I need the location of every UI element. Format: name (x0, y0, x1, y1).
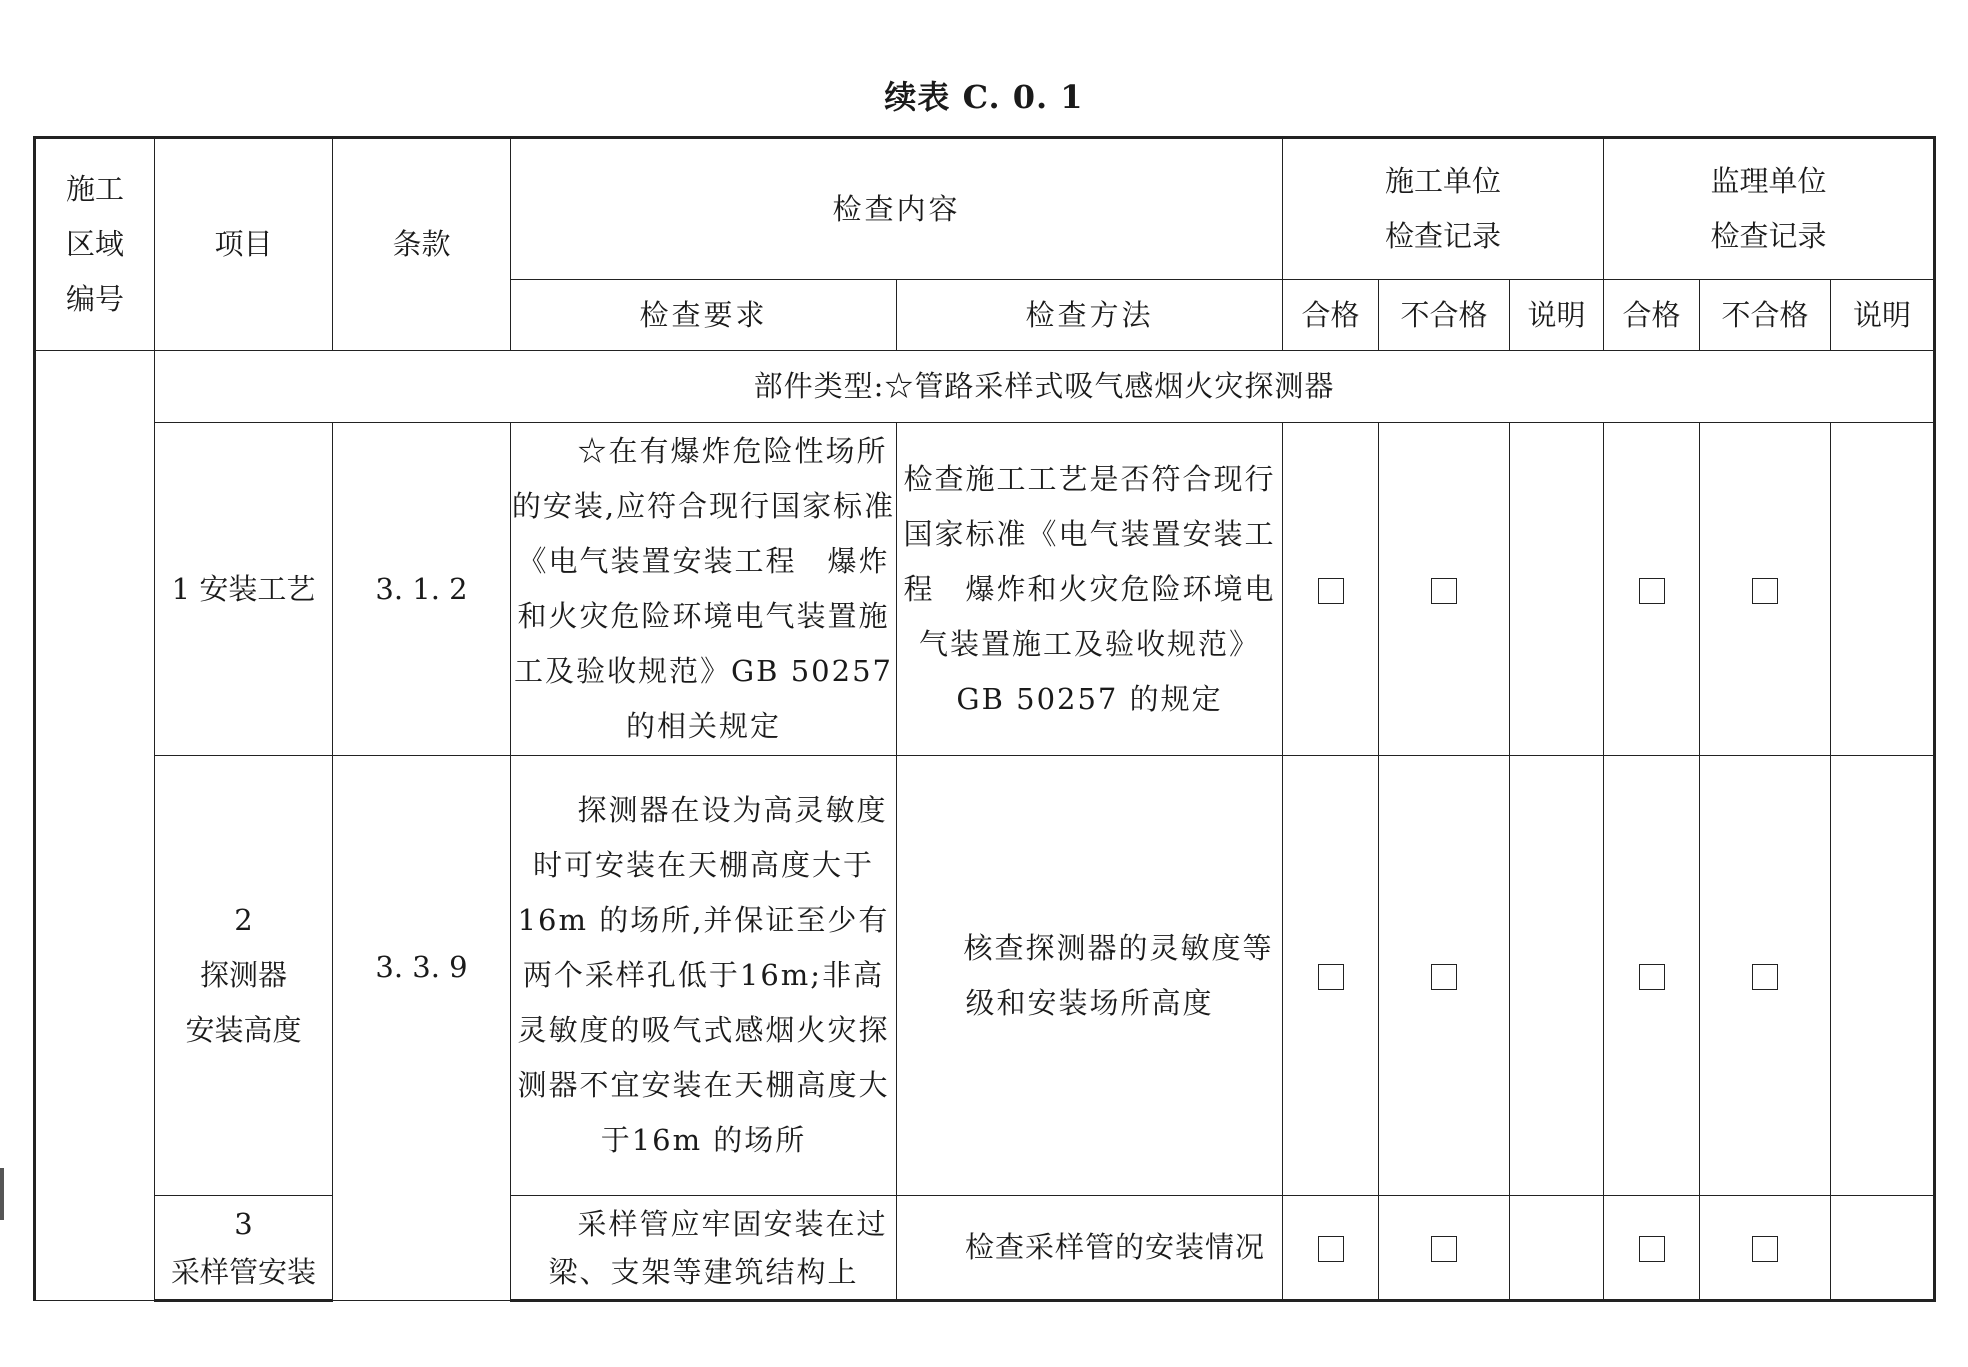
empty-checkbox-icon[interactable] (1639, 1236, 1665, 1262)
row-3-method: 检查采样管的安装情况 (897, 1196, 1283, 1301)
table-caption: 续表 C. 0. 1 (884, 78, 1084, 116)
row-3-supervisor-note[interactable] (1831, 1196, 1935, 1301)
row-1-requirement: ☆在有爆炸危险性场所的安装,应符合现行国家标准《电气装置安装工程 爆炸和火灾危险环境电气装置施工及验收规范》GB 50257 的相关规定 (511, 423, 897, 756)
row-3-requirement: 采样管应牢固安装在过梁、支架等建筑结构上 (511, 1196, 897, 1301)
row-1-constructor-pass[interactable] (1283, 423, 1379, 756)
header-constructor-note: 说明 (1510, 280, 1604, 351)
row-3-supervisor-pass[interactable] (1604, 1196, 1700, 1301)
row-2-constructor-note[interactable] (1510, 756, 1604, 1196)
header-supervisor-note: 说明 (1831, 280, 1935, 351)
empty-checkbox-icon[interactable] (1431, 1236, 1457, 1262)
header-constructor-record: 施工单位 检查记录 (1283, 138, 1604, 280)
row-2-constructor-fail[interactable] (1379, 756, 1510, 1196)
area-code-cell (35, 351, 155, 1301)
row-3-supervisor-fail[interactable] (1700, 1196, 1831, 1301)
empty-checkbox-icon[interactable] (1752, 964, 1778, 990)
row-1-method: 检查施工工艺是否符合现行国家标准《电气装置安装工程 爆炸和火灾危险环境电气装置施工及验收规范》GB 50257 的规定 (897, 423, 1283, 756)
empty-checkbox-icon[interactable] (1431, 964, 1457, 990)
header-supervisor-pass: 合格 (1604, 280, 1700, 351)
row-1-supervisor-fail[interactable] (1700, 423, 1831, 756)
empty-checkbox-icon[interactable] (1318, 578, 1344, 604)
empty-checkbox-icon[interactable] (1318, 964, 1344, 990)
row-2-constructor-pass[interactable] (1283, 756, 1379, 1196)
inspection-table (33, 136, 1936, 1302)
empty-checkbox-icon[interactable] (1752, 578, 1778, 604)
row-2-requirement: 探测器在设为高灵敏度时可安装在天棚高度大于 16m 的场所,并保证至少有两个采样孔低于16m;非高灵敏度的吸气式感烟火灾探测器不宜安装在天棚高度大于16m 的场所 (511, 756, 897, 1196)
row-2-supervisor-fail[interactable] (1700, 756, 1831, 1196)
header-method: 检查方法 (897, 280, 1283, 351)
row-2-item: 2 探测器 安装高度 (155, 756, 333, 1196)
page-edge-mark (0, 1168, 4, 1220)
header-constructor-fail: 不合格 (1379, 280, 1510, 351)
empty-checkbox-icon[interactable] (1318, 1236, 1344, 1262)
empty-checkbox-icon[interactable] (1431, 578, 1457, 604)
header-constructor-pass: 合格 (1283, 280, 1379, 351)
row-2-supervisor-pass[interactable] (1604, 756, 1700, 1196)
row-2-clause: 3. 3. 9 (333, 756, 511, 1301)
row-1-supervisor-note[interactable] (1831, 423, 1935, 756)
row-1-constructor-note[interactable] (1510, 423, 1604, 756)
header-area-code: 施工 区域 编号 (35, 138, 155, 351)
row-1-constructor-fail[interactable] (1379, 423, 1510, 756)
row-1-item: 1 安装工艺 (155, 423, 333, 756)
row-3-item: 3 采样管安装 (155, 1196, 333, 1301)
row-2-method: 核查探测器的灵敏度等级和安装场所高度 (897, 756, 1283, 1196)
row-1-supervisor-pass[interactable] (1604, 423, 1700, 756)
header-supervisor-fail: 不合格 (1700, 280, 1831, 351)
row-3-constructor-fail[interactable] (1379, 1196, 1510, 1301)
row-2-supervisor-note[interactable] (1831, 756, 1935, 1196)
component-type-row: 部件类型:☆管路采样式吸气感烟火灾探测器 (155, 351, 1935, 423)
empty-checkbox-icon[interactable] (1639, 578, 1665, 604)
header-supervisor-record: 监理单位 检查记录 (1604, 138, 1935, 280)
row-3-constructor-pass[interactable] (1283, 1196, 1379, 1301)
row-1-clause: 3. 1. 2 (333, 423, 511, 756)
empty-checkbox-icon[interactable] (1639, 964, 1665, 990)
header-check-content: 检查内容 (511, 138, 1283, 280)
empty-checkbox-icon[interactable] (1752, 1236, 1778, 1262)
header-clause: 条款 (333, 138, 511, 351)
header-requirement: 检查要求 (511, 280, 897, 351)
row-3-constructor-note[interactable] (1510, 1196, 1604, 1301)
header-item: 项目 (155, 138, 333, 351)
